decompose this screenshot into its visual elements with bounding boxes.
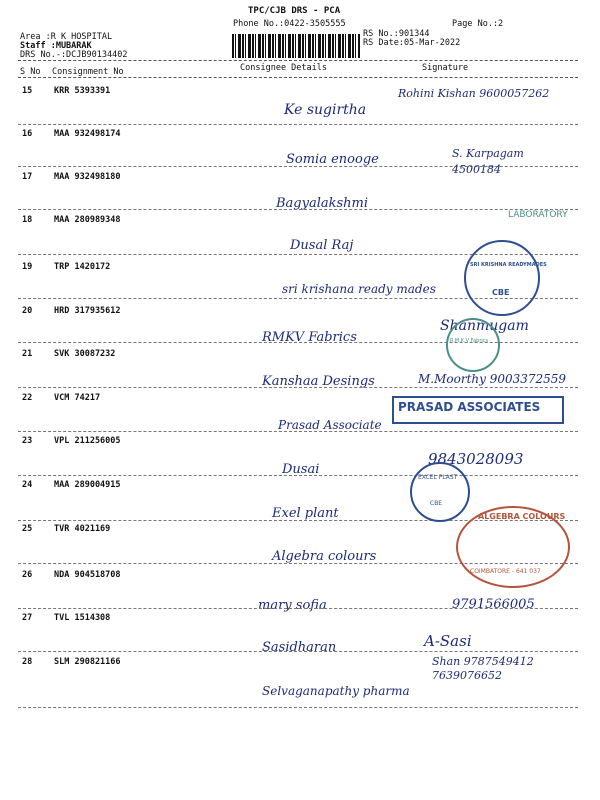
drs-title: TPC/CJB DRS - PCA	[248, 6, 341, 16]
header-divider	[18, 60, 578, 61]
consignee-handwriting: RMKV Fabrics	[262, 330, 357, 345]
row-consignment: MAA 932498174	[54, 129, 121, 139]
col-consignee: Consignee Details	[240, 63, 327, 73]
consignee-handwriting: Selvaganapathy pharma	[262, 684, 410, 698]
area-label: Area :R K HOSPITAL	[20, 32, 113, 42]
consignee-handwriting: Exel plant	[272, 506, 339, 521]
col-consignment: Consignment No	[52, 67, 124, 77]
row-consignment: VCM 74217	[54, 393, 101, 403]
excel-stamp-text: EXCEL PLAST	[418, 474, 458, 481]
row-sno: 27	[22, 613, 33, 623]
col-sno: S No	[20, 67, 41, 77]
consignee-handwriting: sri krishana ready mades	[282, 282, 436, 296]
consignee-handwriting: Ke sugirtha	[284, 102, 367, 118]
algebra-stamp-text: ALGEBRA COLOURS	[478, 512, 566, 521]
row-sno: 18	[22, 215, 33, 225]
barcode	[232, 34, 360, 58]
columns-divider	[18, 77, 578, 78]
row-consignment: SLM 290821166	[54, 657, 121, 667]
row-sno: 19	[22, 262, 33, 272]
row-divider	[18, 387, 578, 388]
row-consignment: TVL 1514308	[54, 613, 111, 623]
consignee-handwriting: Dusal Raj	[290, 238, 354, 253]
row-divider	[18, 608, 578, 609]
row-consignment: MAA 932498180	[54, 172, 121, 182]
algebra-stamp-coimbatore: COIMBATORE - 641 037	[470, 568, 541, 575]
staff-label: Staff :MUBARAK	[20, 41, 92, 51]
signature-handwriting: Shan 9787549412 7639076652	[432, 655, 534, 682]
consignee-handwriting: mary sofia	[258, 598, 327, 613]
row-consignment: HRD 317935612	[54, 306, 121, 316]
signature-handwriting: Rohini Kishan 9600057262	[398, 87, 550, 100]
drs-number: DRS No.-:DCJB90134402	[20, 50, 128, 60]
row-divider	[18, 651, 578, 652]
row-divider	[18, 475, 578, 476]
signature-handwriting: M.Moorthy 9003372559	[418, 372, 567, 386]
consignee-handwriting: Algebra colours	[272, 549, 377, 564]
row-consignment: NDA 904518708	[54, 570, 121, 580]
signature-handwriting: 9843028093	[428, 450, 524, 468]
rs-date: RS Date:05-Mar-2022	[363, 38, 461, 48]
row-consignment: TRP 1420172	[54, 262, 111, 272]
row-consignment: SVK 30087232	[54, 349, 116, 359]
row-sno: 25	[22, 524, 33, 534]
consignee-handwriting: Dusai	[282, 462, 320, 477]
signature-handwriting: Shanmugam	[440, 318, 529, 334]
col-signature: Signature	[422, 63, 469, 73]
rmkv-stamp-text: R.M.K.V Fabrics	[450, 338, 489, 344]
consignee-handwriting: Somia enooge	[286, 152, 379, 167]
excel-stamp-cbe: CBE	[430, 500, 443, 507]
rs-number: RS No.:901344	[363, 29, 430, 39]
row-sno: 20	[22, 306, 33, 316]
row-divider	[18, 124, 578, 125]
row-sno: 16	[22, 129, 33, 139]
row-consignment: MAA 289004915	[54, 480, 121, 490]
laboratory-stamp-text: LABORATORY	[508, 210, 568, 220]
consignee-handwriting: Kanshaa Desings	[262, 374, 375, 389]
krishna-stamp	[464, 240, 547, 316]
row-divider	[18, 707, 578, 708]
row-sno: 26	[22, 570, 33, 580]
prasad-stamp-text: PRASAD ASSOCIATES	[398, 400, 541, 414]
algebra-stamp	[456, 506, 570, 588]
page-number: Page No.:2	[452, 19, 504, 29]
row-sno: 22	[22, 393, 33, 403]
row-divider	[18, 209, 578, 210]
krishna-stamp-text: SRI KRISHNA READYMADES	[470, 262, 547, 268]
row-consignment: MAA 280989348	[54, 215, 121, 225]
phone-number: Phone No.:0422-3505555	[233, 19, 346, 29]
signature-handwriting: 9791566005	[452, 597, 535, 612]
row-sno: 21	[22, 349, 33, 359]
consignee-handwriting: Sasidharan	[262, 640, 337, 655]
rmkv-stamp	[446, 318, 500, 372]
row-sno: 23	[22, 436, 33, 446]
row-divider	[18, 431, 578, 432]
row-sno: 24	[22, 480, 33, 490]
row-consignment: VPL 211256005	[54, 436, 121, 446]
signature-handwriting: A-Sasi	[424, 632, 472, 650]
row-sno: 17	[22, 172, 33, 182]
row-consignment: KRR 5393391	[54, 86, 111, 96]
row-sno: 28	[22, 657, 33, 667]
signature-handwriting: S. Karpagam 4500184	[452, 147, 524, 176]
consignee-handwriting: Prasad Associate	[278, 418, 382, 432]
consignee-handwriting: Bagyalakshmi	[276, 196, 369, 211]
excel-stamp	[410, 462, 470, 522]
row-consignment: TVR 4021169	[54, 524, 111, 534]
krishna-stamp-cbe: CBE	[492, 288, 510, 297]
row-sno: 15	[22, 86, 33, 96]
